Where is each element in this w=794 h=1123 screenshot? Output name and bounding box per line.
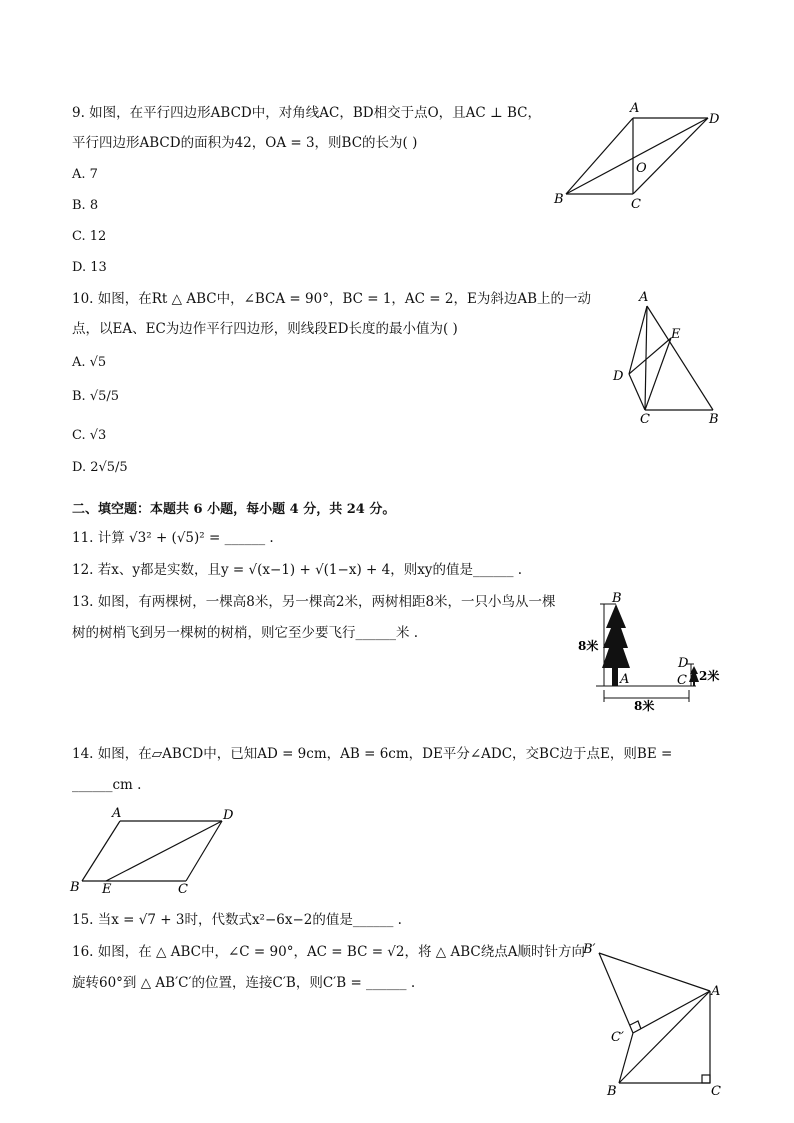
q10-option-c: C. √3 xyxy=(72,428,107,443)
q16-line2: 旋转60°到 △ AB′C′的位置，连接C′B，则C′B = ______ . xyxy=(72,975,416,991)
q13-line2: 树的树梢飞到另一棵树的树梢，则它至少要飞行______米 . xyxy=(72,625,419,641)
q14-line1: 14. 如图，在▱ABCD中，已知AD = 9cm，AB = 6cm，DE平分∠ADC，交BC边于点E，则BE = xyxy=(72,746,673,762)
q16-label-a: A xyxy=(711,984,721,999)
q16-label-c-prime: C′ xyxy=(611,1030,624,1045)
q11-line: 11. 计算 √3² + (√5)² = ______ . xyxy=(72,530,274,546)
q14-label-e: E xyxy=(102,882,112,897)
q13-label-b: B xyxy=(612,591,622,606)
q14-figure xyxy=(66,803,246,902)
q10-figure xyxy=(605,288,730,432)
q9-label-c: C xyxy=(631,197,641,212)
q9-line1: 9. 如图，在平行四边形ABCD中，对角线AC，BD相交于点O，且AC ⊥ BC， xyxy=(72,105,541,121)
q9-option-d: D. 13 xyxy=(72,260,107,275)
q9-label-b: B xyxy=(554,192,564,207)
q10-option-b: B. √5/5 xyxy=(72,389,120,404)
q9-option-b: B. 8 xyxy=(72,198,99,213)
q13-label-c: C xyxy=(677,673,687,688)
q10-option-d: D. 2√5/5 xyxy=(72,460,128,475)
q10-option-a: A. √5 xyxy=(72,355,107,370)
q10-label-a: A xyxy=(639,290,649,305)
q10-label-c: C xyxy=(640,412,650,427)
q9-label-d: D xyxy=(709,112,720,127)
q10-label-b: B xyxy=(709,412,719,427)
q9-option-a: A. 7 xyxy=(72,167,98,182)
q13-label-d: D xyxy=(678,656,689,671)
q10-line2: 点，以EA、EC为边作平行四边形，则线段ED长度的最小值为( ) xyxy=(72,321,458,337)
section-2-heading: 二、填空题：本题共 6 小题，每小题 4 分，共 24 分。 xyxy=(72,502,396,517)
q14-label-d: D xyxy=(223,808,234,823)
q14-label-b: B xyxy=(70,880,80,895)
q9-option-c: C. 12 xyxy=(72,229,107,244)
q16-label-c: C xyxy=(711,1084,721,1099)
q13-label-a: A xyxy=(620,672,630,687)
q13-height-label-1: 8米 xyxy=(578,639,599,653)
q10-label-e: E xyxy=(671,327,681,342)
q9-label-o: O xyxy=(636,161,647,176)
q16-label-b: B xyxy=(607,1084,617,1099)
q14-label-a: A xyxy=(112,806,122,821)
q13-figure xyxy=(576,590,726,716)
q14-label-c: C xyxy=(178,882,188,897)
q9-label-a: A xyxy=(630,101,640,116)
q10-line1: 10. 如图，在Rt △ ABC中，∠BCA = 90°，BC = 1，AC = 2，E为斜边AB上的一动 xyxy=(72,291,592,307)
q9-figure xyxy=(548,100,728,219)
q15-line: 15. 当x = √7 + 3时，代数式x²−6x−2的值是______ . xyxy=(72,912,402,928)
q13-line1: 13. 如图，有两棵树，一棵高8米，另一棵高2米，两树相距8米，一只小鸟从一棵 xyxy=(72,594,556,610)
q10-label-d: D xyxy=(613,369,624,384)
q16-figure xyxy=(575,935,735,1104)
q9-line2: 平行四边形ABCD的面积为42，OA = 3，则BC的长为( ) xyxy=(72,135,418,151)
q12-line: 12. 若x、y都是实数，且y = √(x−1) + √(1−x) + 4，则xy的值是______ . xyxy=(72,562,523,578)
q16-label-b-prime: B′ xyxy=(583,942,596,957)
q14-line2: ______cm . xyxy=(72,777,142,793)
q13-distance-label: 8米 xyxy=(634,699,655,712)
q13-height-label-2: 2米 xyxy=(699,669,720,683)
q16-line1: 16. 如图，在 △ ABC中，∠C = 90°，AC = BC = √2，将 △ ABC绕点A顺时针方向 xyxy=(72,944,585,960)
